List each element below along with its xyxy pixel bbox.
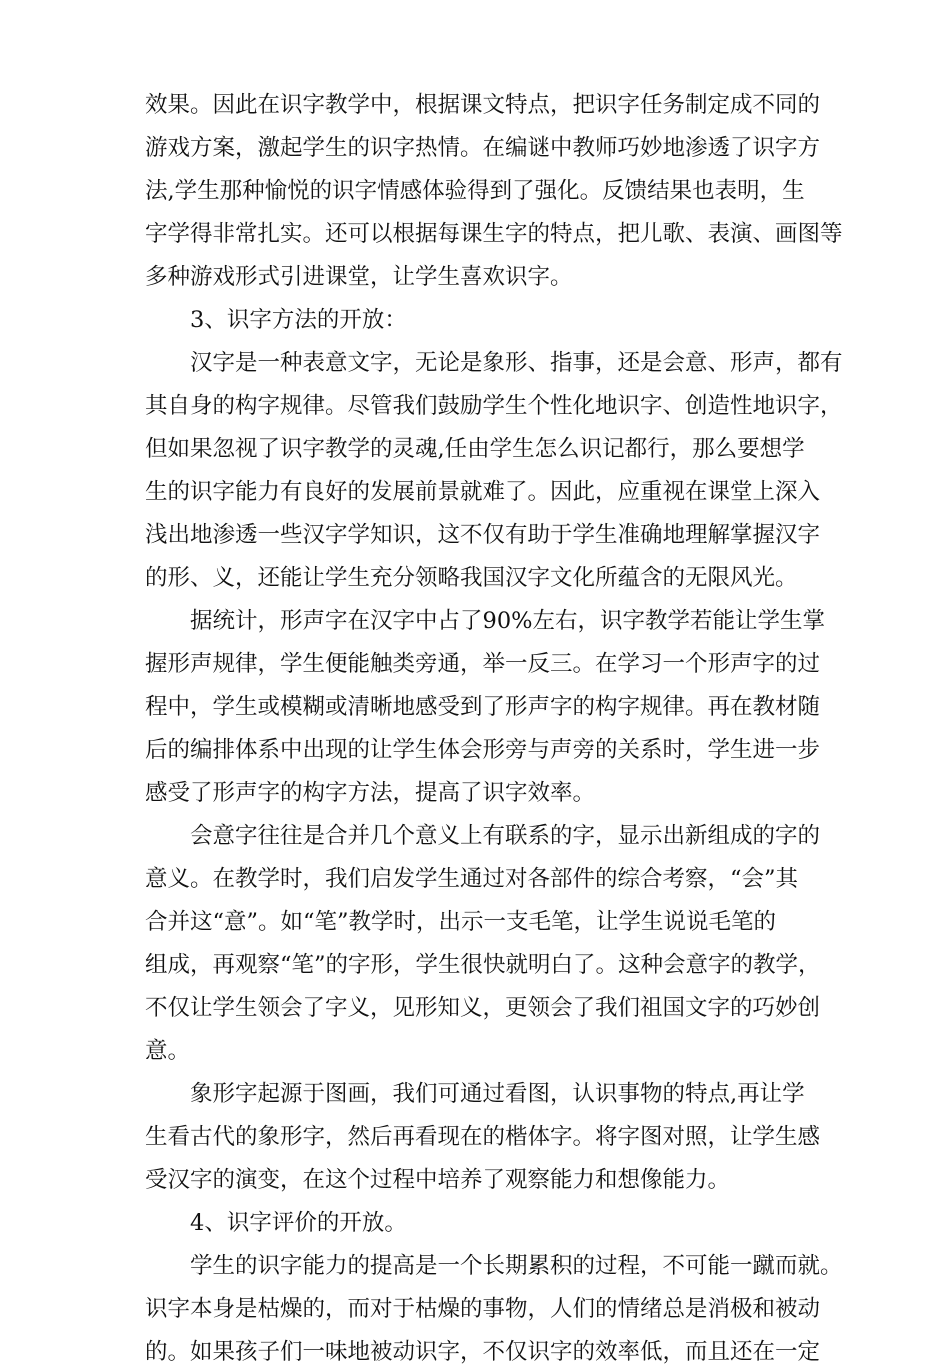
text-line: 组成，再观察“笔”的字形，学生很快就明白了。这种会意字的教学， [145,952,821,978]
text-line: 法,学生那种愉悦的识字情感体验得到了强化。反馈结果也表明，生 [145,178,805,204]
text-line: 字学得非常扎实。还可以根据每课生字的特点，把儿歌、表演、画图等 [145,221,843,247]
text-line: 受汉字的演变，在这个过程中培养了观察能力和想像能力。 [145,1167,731,1193]
section-heading: 3、识字方法的开放： [190,307,407,333]
text-line: 意。 [145,1038,191,1064]
text-line: 汉字是一种表意文字，无论是象形、指事，还是会意、形声，都有 [190,350,843,376]
section-heading: 4、识字评价的开放。 [190,1210,407,1236]
text-line: 感受了形声字的构字方法，提高了识字效率。 [145,780,596,806]
text-line: 不仅让学生领会了字义，见形知义，更领会了我们祖国文字的巧妙创 [145,995,821,1021]
text-line: 的形、义，还能让学生充分领略我国汉字文化所蕴含的无限风光。 [145,565,798,591]
text-line: 握形声规律，学生便能触类旁通，举一反三。在学习一个形声字的过 [145,651,821,677]
text-line: 的。如果孩子们一味地被动识字，不仅识字的效率低，而且还在一定 [145,1339,821,1365]
text-line: 生的识字能力有良好的发展前景就难了。因此，应重视在课堂上深入 [145,479,821,505]
text-line: 其自身的构字规律。尽管我们鼓励学生个性化地识字、创造性地识字， [145,393,843,419]
text-line: 程中，学生或模糊或清晰地感受到了形声字的构字规律。再在教材随 [145,694,821,720]
text-line: 但如果忽视了识字教学的灵魂,任由学生怎么识记都行，那么要想学 [145,436,805,462]
text-line: 后的编排体系中出现的让学生体会形旁与声旁的关系时，学生进一步 [145,737,821,763]
text-line: 象形字起源于图画，我们可通过看图，认识事物的特点,再让学 [190,1081,805,1107]
text-line: 效果。因此在识字教学中，根据课文特点，把识字任务制定成不同的 [145,92,821,118]
text-line: 多种游戏形式引进课堂，让学生喜欢识字。 [145,264,573,290]
text-line: 合并这“意”。如“笔”教学时，出示一支毛笔，让学生说说毛笔的 [145,909,777,935]
text-line: 识字本身是枯燥的，而对于枯燥的事物，人们的情绪总是消极和被动 [145,1296,821,1322]
text-line: 会意字往往是合并几个意义上有联系的字，显示出新组成的字的 [190,823,821,849]
text-line: 据统计，形声字在汉字中占了90%左右，识字教学若能让学生掌 [190,608,826,634]
text-line: 浅出地渗透一些汉字学知识，这不仅有助于学生准确地理解掌握汉字 [145,522,821,548]
text-line: 学生的识字能力的提高是一个长期累积的过程，不可能一蹴而就。 [190,1253,843,1279]
text-line: 意义。在教学时，我们启发学生通过对各部件的综合考察，“会”其 [145,866,799,892]
text-line: 生看古代的象形字，然后再看现在的楷体字。将字图对照，让学生感 [145,1124,821,1150]
text-line: 游戏方案，激起学生的识字热情。在编谜中教师巧妙地渗透了识字方 [145,135,821,161]
